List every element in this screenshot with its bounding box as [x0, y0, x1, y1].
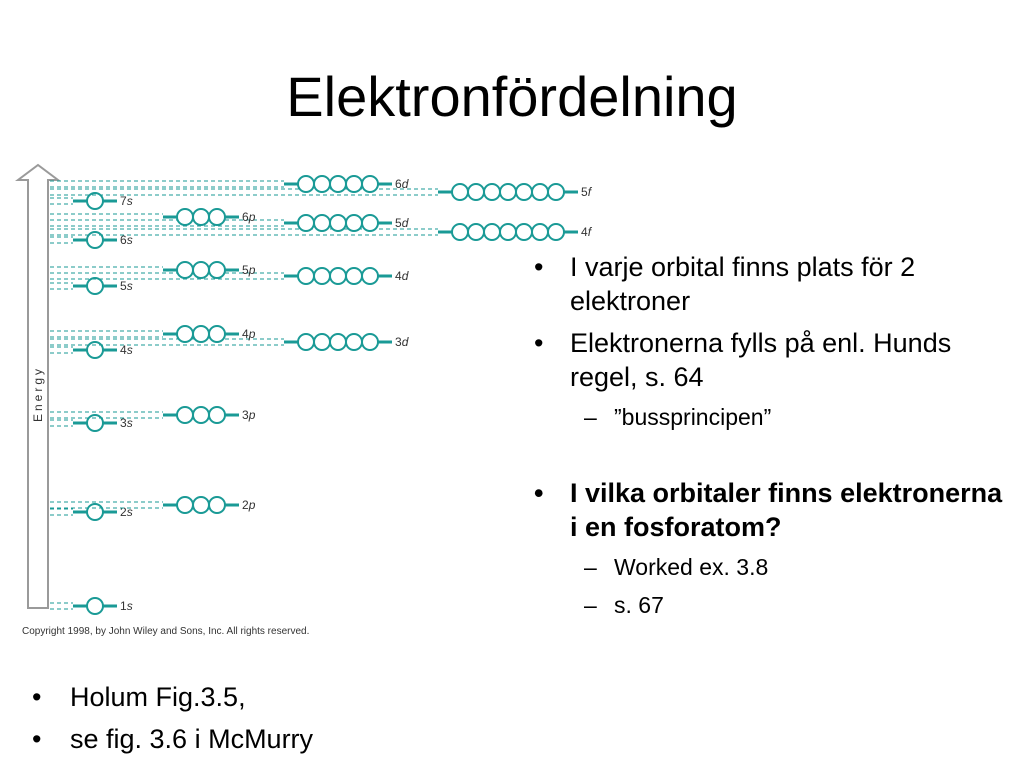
bullet-holum-ref: • Holum Fig.3.5,	[28, 680, 488, 714]
orbital-level-4s	[50, 342, 133, 358]
orbital-circle	[298, 268, 314, 284]
orbital-circle	[314, 334, 330, 350]
orbital-level-6p	[50, 209, 256, 225]
orbital-label-6s: 6s	[120, 233, 133, 247]
subbullet-bus-principle: – ”bussprincipen”	[530, 402, 1010, 432]
orbital-circle	[209, 326, 225, 342]
orbital-circle	[193, 497, 209, 513]
orbital-circle	[87, 342, 103, 358]
orbital-circle	[298, 176, 314, 192]
orbital-circle	[330, 268, 346, 284]
orbital-label-5s: 5s	[120, 279, 133, 293]
orbital-circle	[209, 407, 225, 423]
orbital-label-3p: 3p	[242, 408, 256, 422]
orbital-circle	[193, 209, 209, 225]
orbital-circle	[87, 598, 103, 614]
orbital-label-6d: 6d	[395, 177, 409, 191]
orbital-circle	[314, 268, 330, 284]
orbital-label-6p: 6p	[242, 210, 256, 224]
orbital-circle	[452, 224, 468, 240]
orbital-label-5f: 5f	[581, 185, 592, 199]
orbital-label-3s: 3s	[120, 416, 133, 430]
orbital-label-5p: 5p	[242, 263, 256, 277]
orbital-circle	[298, 334, 314, 350]
orbital-circle	[532, 184, 548, 200]
orbital-circle	[500, 184, 516, 200]
orbital-circle	[209, 209, 225, 225]
orbital-label-4f: 4f	[581, 225, 592, 239]
orbital-level-2s	[50, 504, 133, 520]
orbital-circle	[362, 215, 378, 231]
bullet-mcmurry-ref: • se fig. 3.6 i McMurry	[28, 722, 488, 756]
orbital-label-4p: 4p	[242, 327, 256, 341]
bullet-hunds-rule: • Elektronerna fylls på enl. Hunds regel, s. 64	[530, 326, 1010, 394]
orbital-circle	[516, 224, 532, 240]
orbital-circle	[468, 224, 484, 240]
subbullet-page-ref: – s. 67	[530, 590, 1010, 620]
orbital-label-7s: 7s	[120, 194, 133, 208]
orbital-circle	[330, 176, 346, 192]
orbital-level-6d	[50, 176, 409, 192]
orbital-circle	[177, 326, 193, 342]
orbital-circle	[87, 504, 103, 520]
energy-level-diagram	[0, 160, 620, 622]
orbital-levels	[50, 176, 593, 614]
orbital-level-6s	[50, 232, 133, 248]
orbital-circle	[346, 268, 362, 284]
orbital-circle	[193, 407, 209, 423]
orbital-circle	[87, 232, 103, 248]
orbital-circle	[362, 334, 378, 350]
subbullet-worked-example: – Worked ex. 3.8	[530, 552, 1010, 582]
orbital-circle	[177, 407, 193, 423]
orbital-label-4d: 4d	[395, 269, 409, 283]
orbital-circle	[346, 176, 362, 192]
orbital-circle	[193, 262, 209, 278]
orbital-level-4p	[50, 326, 256, 342]
bullet-orbital-capacity: • I varje orbital finns plats för 2 elektroner	[530, 250, 1010, 318]
orbital-circle	[193, 326, 209, 342]
orbital-circle	[346, 215, 362, 231]
orbital-circle	[548, 184, 564, 200]
orbital-circle	[548, 224, 564, 240]
orbital-circle	[87, 415, 103, 431]
orbital-circle	[330, 334, 346, 350]
orbital-level-1s	[50, 598, 133, 614]
orbital-circle	[500, 224, 516, 240]
slide-title: Elektronfördelning	[286, 65, 738, 128]
orbital-circle	[314, 176, 330, 192]
orbital-circle	[177, 209, 193, 225]
orbital-circle	[484, 184, 500, 200]
orbital-label-1s: 1s	[120, 599, 133, 613]
orbital-circle	[177, 262, 193, 278]
copyright-note: Copyright 1998, by John Wiley and Sons, Inc. All rights reserved.	[22, 626, 310, 637]
orbital-circle	[362, 268, 378, 284]
orbital-level-3s	[50, 415, 133, 431]
orbital-level-3d	[50, 334, 409, 350]
orbital-circle	[362, 176, 378, 192]
orbital-label-2p: 2p	[242, 498, 256, 512]
orbital-circle	[346, 334, 362, 350]
orbital-label-5d: 5d	[395, 216, 409, 230]
orbital-circle	[298, 215, 314, 231]
orbital-circle	[532, 224, 548, 240]
bottom-bullet-list	[28, 680, 488, 764]
orbital-circle	[516, 184, 532, 200]
bullet-phosphorus-question: • I vilka orbitaler finns elektronerna i en fosforatom?	[530, 476, 1010, 544]
orbital-circle	[330, 215, 346, 231]
orbital-circle	[314, 215, 330, 231]
orbital-circle	[87, 278, 103, 294]
right-bullet-list	[530, 250, 1010, 628]
orbital-level-5p	[50, 262, 256, 278]
orbital-level-3p	[50, 407, 256, 423]
orbital-level-5s	[50, 278, 133, 294]
orbital-label-4s: 4s	[120, 343, 133, 357]
orbital-circle	[177, 497, 193, 513]
energy-axis-label: Energy	[31, 365, 45, 422]
orbital-label-2s: 2s	[120, 505, 133, 519]
orbital-circle	[484, 224, 500, 240]
orbital-circle	[209, 497, 225, 513]
orbital-label-3d: 3d	[395, 335, 409, 349]
orbital-circle	[209, 262, 225, 278]
orbital-circle	[452, 184, 468, 200]
orbital-circle	[468, 184, 484, 200]
